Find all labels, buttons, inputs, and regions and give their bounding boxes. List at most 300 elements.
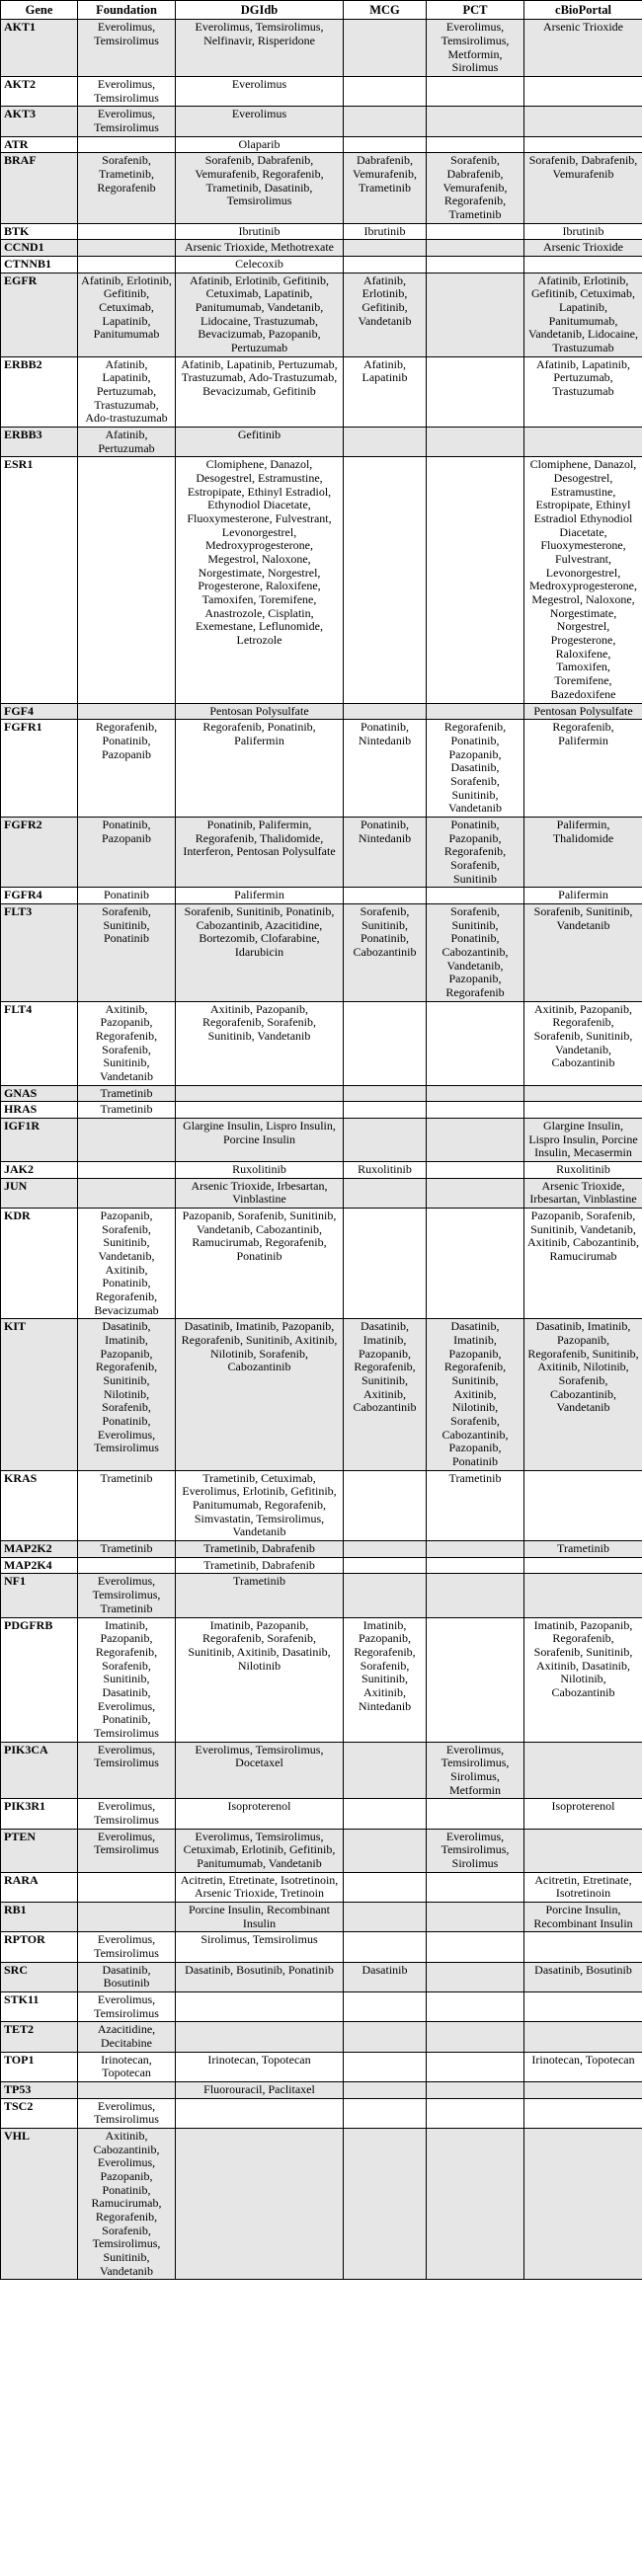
cell-dgidb: Afatinib, Erlotinib, Gefitinib, Cetuximab, Lapatinib, Panitumumab, Vandetanib, Lidocaine, Trastuzumab, Bevacizumab, Pazopanib, Pertuzumab: [176, 273, 344, 356]
cell-gene: CCND1: [1, 240, 78, 257]
cell-foundation: Everolimus, Temsirolimus: [78, 1799, 176, 1829]
table-body: [1, 20, 642, 2280]
cell-gene: JAK2: [1, 1162, 78, 1179]
cell-foundation: [78, 2082, 176, 2099]
cell-foundation: Ponatinib, Pazopanib: [78, 817, 176, 887]
table-row: [1, 1574, 642, 1617]
cell-dgidb: Trametinib: [176, 1574, 344, 1617]
table-row: [1, 273, 642, 356]
cell-mcg: [344, 1742, 427, 1799]
cell-cbioportal: Regorafenib, Palifermin: [524, 720, 642, 818]
cell-foundation: Sorafenib, Trametinib, Regorafenib: [78, 153, 176, 223]
cell-cbioportal: Acitretin, Etretinate, Isotretinoin: [524, 1872, 642, 1902]
cell-cbioportal: [524, 2082, 642, 2099]
table-row: [1, 2129, 642, 2280]
table-row: [1, 223, 642, 240]
cell-gene: ERBB2: [1, 356, 78, 427]
cell-cbioportal: [524, 136, 642, 153]
header-mcg: MCG: [344, 1, 427, 20]
cell-mcg: [344, 1799, 427, 1829]
cell-pct: [427, 1991, 524, 2021]
table-row: [1, 1319, 642, 1470]
cell-dgidb: Everolimus: [176, 107, 344, 136]
cell-foundation: [78, 1557, 176, 1574]
cell-cbioportal: Arsenic Trioxide: [524, 240, 642, 257]
cell-cbioportal: Arsenic Trioxide, Irbesartan, Vinblastine: [524, 1178, 642, 1208]
cell-pct: [427, 223, 524, 240]
table-row: [1, 2098, 642, 2128]
cell-pct: [427, 1617, 524, 1742]
cell-dgidb: Everolimus: [176, 76, 344, 106]
cell-dgidb: Palifermin: [176, 888, 344, 904]
table-row: [1, 76, 642, 106]
cell-pct: [427, 1102, 524, 1119]
cell-foundation: Everolimus, Temsirolimus: [78, 107, 176, 136]
table-row: [1, 1742, 642, 1799]
cell-pct: [427, 1162, 524, 1179]
cell-cbioportal: [524, 1742, 642, 1799]
cell-gene: BTK: [1, 223, 78, 240]
cell-foundation: Everolimus, Temsirolimus: [78, 1742, 176, 1799]
cell-gene: FGFR4: [1, 888, 78, 904]
cell-foundation: Afatinib, Pertuzumab: [78, 428, 176, 457]
cell-cbioportal: [524, 1557, 642, 1574]
cell-cbioportal: Sorafenib, Dabrafenib, Vemurafenib: [524, 153, 642, 223]
cell-foundation: Everolimus, Temsirolimus: [78, 20, 176, 77]
cell-dgidb: Everolimus, Temsirolimus, Nelfinavir, Risperidone: [176, 20, 344, 77]
cell-pct: [427, 2022, 524, 2052]
table-row: [1, 356, 642, 427]
cell-gene: FGF4: [1, 703, 78, 720]
cell-cbioportal: [524, 107, 642, 136]
cell-pct: Dasatinib, Imatinib, Pazopanib, Regorafenib, Sunitinib, Axitinib, Nilotinib, Sorafenib, Cabozantinib, Pazopanib, Ponatinib: [427, 1319, 524, 1470]
cell-pct: Sorafenib, Dabrafenib, Vemurafenib, Regorafenib, Trametinib: [427, 153, 524, 223]
cell-pct: [427, 1178, 524, 1208]
cell-gene: NF1: [1, 1574, 78, 1617]
cell-gene: FLT3: [1, 903, 78, 1001]
cell-foundation: Trametinib: [78, 1085, 176, 1102]
cell-mcg: Dasatinib, Imatinib, Pazopanib, Regorafenib, Sunitinib, Axitinib, Cabozantinib: [344, 1319, 427, 1470]
cell-mcg: [344, 1557, 427, 1574]
table-row: [1, 888, 642, 904]
cell-dgidb: Dasatinib, Imatinib, Pazopanib, Regorafenib, Sunitinib, Axitinib, Nilotinib, Sorafenib, Cabozantinib: [176, 1319, 344, 1470]
cell-pct: Regorafenib, Ponatinib, Pazopanib, Dasatinib, Sorafenib, Sunitinib, Vandetanib: [427, 720, 524, 818]
cell-gene: KIT: [1, 1319, 78, 1470]
cell-dgidb: [176, 1991, 344, 2021]
cell-gene: KRAS: [1, 1470, 78, 1540]
cell-dgidb: Fluorouracil, Paclitaxel: [176, 2082, 344, 2099]
cell-dgidb: Trametinib, Dabrafenib: [176, 1541, 344, 1558]
cell-pct: [427, 76, 524, 106]
cell-pct: [427, 2129, 524, 2280]
cell-foundation: Imatinib, Pazopanib, Regorafenib, Sorafenib, Sunitinib, Dasatinib, Everolimus, Ponatinib, Temsirolimus: [78, 1617, 176, 1742]
cell-pct: [427, 1799, 524, 1829]
table-row: [1, 1470, 642, 1540]
cell-mcg: [344, 1574, 427, 1617]
cell-gene: CTNNB1: [1, 257, 78, 273]
cell-foundation: Dasatinib, Imatinib, Pazopanib, Regorafenib, Sunitinib, Nilotinib, Sorafenib, Ponatinib, Everolimus, Temsirolimus: [78, 1319, 176, 1470]
cell-mcg: Afatinib, Lapatinib: [344, 356, 427, 427]
cell-dgidb: Olaparib: [176, 136, 344, 153]
cell-gene: RARA: [1, 1872, 78, 1902]
cell-gene: PIK3CA: [1, 1742, 78, 1799]
cell-dgidb: Clomiphene, Danazol, Desogestrel, Estramustine, Estropipate, Ethinyl Estradiol, Ethynodiol Diacetate, Fluoxymesterone, Fulvestrant, Levonorgestrel, Medroxyprogesterone, Megestrol, Naloxone, Norgestimate, Norgestrel, Progesterone, Raloxifene, Tamoxifen, Toremifene, Anastrozole, Cisplatin, Exemestane, Leflunomide, Letrozole: [176, 457, 344, 703]
table-row: [1, 107, 642, 136]
cell-foundation: Axitinib, Cabozantinib, Everolimus, Pazopanib, Ponatinib, Ramucirumab, Regorafenib, Sorafenib, Temsirolimus, Sunitinib, Vandetanib: [78, 2129, 176, 2280]
cell-mcg: Dabrafenib, Vemurafenib, Trametinib: [344, 153, 427, 223]
cell-cbioportal: [524, 1085, 642, 1102]
cell-mcg: Ruxolitinib: [344, 1162, 427, 1179]
cell-cbioportal: Porcine Insulin, Recombinant Insulin: [524, 1902, 642, 1931]
table-row: [1, 457, 642, 703]
cell-mcg: Afatinib, Erlotinib, Gefitinib, Vandetanib: [344, 273, 427, 356]
cell-foundation: Everolimus, Temsirolimus: [78, 76, 176, 106]
table-row: [1, 1178, 642, 1208]
table-row: [1, 1118, 642, 1161]
cell-dgidb: Isoproterenol: [176, 1799, 344, 1829]
cell-gene: EGFR: [1, 273, 78, 356]
table-row: [1, 153, 642, 223]
cell-cbioportal: Afatinib, Lapatinib, Pertuzumab, Trastuzumab: [524, 356, 642, 427]
cell-cbioportal: Clomiphene, Danazol, Desogestrel, Estramustine, Estropipate, Ethinyl Estradiol Ethynodiol Diacetate, Fluoxymesterone, Fulvestrant, Levonorgestrel, Medroxyprogesterone, Megestrol, Naloxone, Norgestimate, Norgestrel, Progesterone, Raloxifene, Tamoxifen, Toremifene, Bazedoxifene: [524, 457, 642, 703]
cell-dgidb: Dasatinib, Bosutinib, Ponatinib: [176, 1962, 344, 1991]
table-row: [1, 1085, 642, 1102]
table-row: [1, 2052, 642, 2081]
header-pct: PCT: [427, 1, 524, 20]
cell-pct: [427, 1872, 524, 1902]
cell-dgidb: Sorafenib, Dabrafenib, Vemurafenib, Regorafenib, Trametinib, Dasatinib, Temsirolimus: [176, 153, 344, 223]
cell-foundation: [78, 136, 176, 153]
table-row: [1, 720, 642, 818]
cell-mcg: [344, 1085, 427, 1102]
cell-pct: Everolimus, Temsirolimus, Sirolimus, Metformin: [427, 1742, 524, 1799]
table-row: [1, 1991, 642, 2021]
cell-mcg: Ibrutinib: [344, 223, 427, 240]
cell-mcg: [344, 257, 427, 273]
cell-foundation: Trametinib: [78, 1470, 176, 1540]
cell-mcg: [344, 1001, 427, 1085]
cell-gene: IGF1R: [1, 1118, 78, 1161]
cell-pct: [427, 1574, 524, 1617]
cell-mcg: [344, 428, 427, 457]
cell-dgidb: Celecoxib: [176, 257, 344, 273]
table-row: [1, 136, 642, 153]
header-cbioportal: cBioPortal: [524, 1, 642, 20]
cell-foundation: [78, 257, 176, 273]
cell-dgidb: Trametinib, Cetuximab, Everolimus, Erlotinib, Gefitinib, Panitumumab, Regorafenib, Simvastatin, Temsirolimus, Vandetanib: [176, 1470, 344, 1540]
cell-pct: [427, 1541, 524, 1558]
cell-pct: [427, 428, 524, 457]
cell-dgidb: [176, 2022, 344, 2052]
cell-mcg: [344, 76, 427, 106]
cell-dgidb: Acitretin, Etretinate, Isotretinoin, Arsenic Trioxide, Tretinoin: [176, 1872, 344, 1902]
cell-mcg: Sorafenib, Sunitinib, Ponatinib, Cabozantinib: [344, 903, 427, 1001]
cell-pct: [427, 2098, 524, 2128]
table-row: [1, 1872, 642, 1902]
cell-cbioportal: [524, 1102, 642, 1119]
table-row: [1, 1209, 642, 1319]
cell-pct: [427, 1085, 524, 1102]
cell-pct: Trametinib: [427, 1470, 524, 1540]
cell-mcg: [344, 240, 427, 257]
cell-foundation: Regorafenib, Ponatinib, Pazopanib: [78, 720, 176, 818]
cell-dgidb: Arsenic Trioxide, Methotrexate: [176, 240, 344, 257]
table-row: [1, 1799, 642, 1829]
cell-gene: KDR: [1, 1209, 78, 1319]
cell-pct: [427, 356, 524, 427]
header-foundation: Foundation: [78, 1, 176, 20]
cell-foundation: Everolimus, Temsirolimus: [78, 2098, 176, 2128]
cell-pct: [427, 1557, 524, 1574]
cell-mcg: [344, 1902, 427, 1931]
table-row: [1, 1541, 642, 1558]
cell-mcg: [344, 1932, 427, 1962]
table-row: [1, 1962, 642, 1991]
cell-foundation: Trametinib: [78, 1541, 176, 1558]
cell-gene: VHL: [1, 2129, 78, 2280]
cell-mcg: [344, 107, 427, 136]
header-row: [1, 1, 642, 20]
cell-pct: [427, 888, 524, 904]
cell-pct: [427, 1962, 524, 1991]
cell-gene: GNAS: [1, 1085, 78, 1102]
cell-dgidb: [176, 2129, 344, 2280]
cell-cbioportal: Axitinib, Pazopanib, Regorafenib, Sorafenib, Sunitinib, Vandetanib, Cabozantinib: [524, 1001, 642, 1085]
cell-gene: AKT3: [1, 107, 78, 136]
cell-pct: [427, 703, 524, 720]
cell-foundation: Everolimus, Temsirolimus: [78, 1829, 176, 1872]
cell-foundation: [78, 457, 176, 703]
cell-cbioportal: Pazopanib, Sorafenib, Sunitinib, Vandetanib, Axitinib, Cabozantinib, Ramucirumab: [524, 1209, 642, 1319]
cell-mcg: [344, 20, 427, 77]
cell-dgidb: Axitinib, Pazopanib, Regorafenib, Sorafenib, Sunitinib, Vandetanib: [176, 1001, 344, 1085]
cell-gene: AKT1: [1, 20, 78, 77]
cell-dgidb: Porcine Insulin, Recombinant Insulin: [176, 1902, 344, 1931]
cell-dgidb: [176, 2098, 344, 2128]
cell-pct: Everolimus, Temsirolimus, Sirolimus: [427, 1829, 524, 1872]
cell-cbioportal: Glargine Insulin, Lispro Insulin, Porcine Insulin, Mecasermin: [524, 1118, 642, 1161]
cell-dgidb: [176, 1085, 344, 1102]
cell-pct: [427, 1902, 524, 1931]
cell-cbioportal: [524, 1991, 642, 2021]
cell-mcg: Ponatinib, Nintedanib: [344, 817, 427, 887]
cell-foundation: Trametinib: [78, 1102, 176, 1119]
cell-gene: AKT2: [1, 76, 78, 106]
cell-gene: TOP1: [1, 2052, 78, 2081]
cell-mcg: Ponatinib, Nintedanib: [344, 720, 427, 818]
cell-dgidb: Imatinib, Pazopanib, Regorafenib, Sorafenib, Sunitinib, Axitinib, Dasatinib, Nilotinib: [176, 1617, 344, 1742]
table-row: [1, 1102, 642, 1119]
cell-pct: [427, 2082, 524, 2099]
cell-cbioportal: Imatinib, Pazopanib, Regorafenib, Sorafenib, Sunitinib, Axitinib, Dasatinib, Nilotinib, Cabozantinib: [524, 1617, 642, 1742]
cell-mcg: [344, 1178, 427, 1208]
cell-gene: FLT4: [1, 1001, 78, 1085]
cell-gene: PTEN: [1, 1829, 78, 1872]
cell-gene: FGFR1: [1, 720, 78, 818]
cell-dgidb: Trametinib, Dabrafenib: [176, 1557, 344, 1574]
cell-dgidb: Regorafenib, Ponatinib, Palifermin: [176, 720, 344, 818]
cell-mcg: Imatinib, Pazopanib, Regorafenib, Sorafenib, Sunitinib, Axitinib, Nintedanib: [344, 1617, 427, 1742]
cell-foundation: [78, 1118, 176, 1161]
table-row: [1, 1557, 642, 1574]
table-row: [1, 817, 642, 887]
table-row: [1, 1829, 642, 1872]
cell-gene: TSC2: [1, 2098, 78, 2128]
cell-mcg: [344, 2052, 427, 2081]
cell-foundation: [78, 1178, 176, 1208]
cell-mcg: [344, 2082, 427, 2099]
cell-mcg: [344, 457, 427, 703]
cell-cbioportal: [524, 76, 642, 106]
cell-dgidb: Afatinib, Lapatinib, Pertuzumab, Trastuzumab, Ado-Trastuzumab, Bevacizumab, Gefitinib: [176, 356, 344, 427]
cell-cbioportal: Ibrutinib: [524, 223, 642, 240]
cell-foundation: [78, 1162, 176, 1179]
cell-pct: [427, 107, 524, 136]
cell-dgidb: Arsenic Trioxide, Irbesartan, Vinblastine: [176, 1178, 344, 1208]
cell-mcg: Dasatinib: [344, 1962, 427, 1991]
cell-cbioportal: [524, 428, 642, 457]
cell-gene: JUN: [1, 1178, 78, 1208]
cell-dgidb: Glargine Insulin, Lispro Insulin, Porcine Insulin: [176, 1118, 344, 1161]
cell-mcg: [344, 1541, 427, 1558]
cell-dgidb: Gefitinib: [176, 428, 344, 457]
cell-foundation: Azacitidine, Decitabine: [78, 2022, 176, 2052]
cell-dgidb: Sorafenib, Sunitinib, Ponatinib, Cabozantinib, Azacitidine, Bortezomib, Clofarabine, Idarubicin: [176, 903, 344, 1001]
table-row: [1, 1001, 642, 1085]
table-row: [1, 240, 642, 257]
cell-mcg: [344, 888, 427, 904]
cell-cbioportal: [524, 1829, 642, 1872]
cell-cbioportal: [524, 1470, 642, 1540]
cell-dgidb: Ponatinib, Palifermin, Regorafenib, Thalidomide, Interferon, Pentosan Polysulfate: [176, 817, 344, 887]
cell-mcg: [344, 1102, 427, 1119]
table-row: [1, 1902, 642, 1931]
cell-gene: ERBB3: [1, 428, 78, 457]
cell-cbioportal: [524, 2129, 642, 2280]
cell-mcg: [344, 2098, 427, 2128]
cell-gene: STK11: [1, 1991, 78, 2021]
cell-cbioportal: Ruxolitinib: [524, 1162, 642, 1179]
cell-gene: RPTOR: [1, 1932, 78, 1962]
cell-gene: RB1: [1, 1902, 78, 1931]
cell-foundation: Ponatinib: [78, 888, 176, 904]
cell-mcg: [344, 1209, 427, 1319]
cell-gene: HRAS: [1, 1102, 78, 1119]
cell-cbioportal: [524, 1932, 642, 1962]
cell-dgidb: Irinotecan, Topotecan: [176, 2052, 344, 2081]
header-dgidb: DGIdb: [176, 1, 344, 20]
cell-gene: MAP2K4: [1, 1557, 78, 1574]
table-row: [1, 2022, 642, 2052]
cell-pct: [427, 1001, 524, 1085]
cell-mcg: [344, 2129, 427, 2280]
cell-cbioportal: Pentosan Polysulfate: [524, 703, 642, 720]
cell-mcg: [344, 703, 427, 720]
cell-dgidb: Everolimus, Temsirolimus, Docetaxel: [176, 1742, 344, 1799]
cell-mcg: [344, 1829, 427, 1872]
cell-gene: BRAF: [1, 153, 78, 223]
cell-pct: Ponatinib, Pazopanib, Regorafenib, Sorafenib, Sunitinib: [427, 817, 524, 887]
table-row: [1, 1162, 642, 1179]
cell-gene: ATR: [1, 136, 78, 153]
cell-cbioportal: Irinotecan, Topotecan: [524, 2052, 642, 2081]
cell-cbioportal: [524, 257, 642, 273]
cell-mcg: [344, 2022, 427, 2052]
cell-foundation: Pazopanib, Sorafenib, Sunitinib, Vandetanib, Axitinib, Ponatinib, Regorafenib, Bevacizumab: [78, 1209, 176, 1319]
cell-cbioportal: [524, 1574, 642, 1617]
cell-foundation: Sorafenib, Sunitinib, Ponatinib: [78, 903, 176, 1001]
cell-pct: Sorafenib, Sunitinib, Ponatinib, Cabozantinib, Vandetanib, Pazopanib, Regorafenib: [427, 903, 524, 1001]
cell-pct: [427, 257, 524, 273]
table-row: [1, 903, 642, 1001]
cell-pct: [427, 1118, 524, 1161]
cell-cbioportal: [524, 2022, 642, 2052]
cell-gene: PIK3R1: [1, 1799, 78, 1829]
cell-dgidb: Pentosan Polysulfate: [176, 703, 344, 720]
table-row: [1, 703, 642, 720]
cell-foundation: Everolimus, Temsirolimus: [78, 1932, 176, 1962]
cell-cbioportal: [524, 2098, 642, 2128]
cell-pct: Everolimus, Temsirolimus, Metformin, Sirolimus: [427, 20, 524, 77]
cell-foundation: Afatinib, Lapatinib, Pertuzumab, Trastuzumab, Ado-trastuzumab: [78, 356, 176, 427]
cell-gene: TET2: [1, 2022, 78, 2052]
cell-foundation: [78, 1872, 176, 1902]
header-gene: Gene: [1, 1, 78, 20]
cell-dgidb: Ruxolitinib: [176, 1162, 344, 1179]
cell-gene: MAP2K2: [1, 1541, 78, 1558]
cell-foundation: [78, 1902, 176, 1931]
cell-cbioportal: Dasatinib, Bosutinib: [524, 1962, 642, 1991]
cell-dgidb: Pazopanib, Sorafenib, Sunitinib, Vandetanib, Cabozantinib, Ramucirumab, Regorafenib, Ponatinib: [176, 1209, 344, 1319]
cell-dgidb: Ibrutinib: [176, 223, 344, 240]
cell-cbioportal: Arsenic Trioxide: [524, 20, 642, 77]
cell-pct: [427, 273, 524, 356]
cell-foundation: [78, 223, 176, 240]
cell-foundation: Dasatinib, Bosutinib: [78, 1962, 176, 1991]
table-row: [1, 428, 642, 457]
cell-cbioportal: Sorafenib, Sunitinib, Vandetanib: [524, 903, 642, 1001]
cell-cbioportal: Palifermin: [524, 888, 642, 904]
cell-gene: SRC: [1, 1962, 78, 1991]
cell-pct: [427, 1932, 524, 1962]
cell-foundation: Everolimus, Temsirolimus, Trametinib: [78, 1574, 176, 1617]
cell-pct: [427, 2052, 524, 2081]
cell-foundation: Afatinib, Erlotinib, Gefitinib, Cetuximab, Lapatinib, Panitumumab: [78, 273, 176, 356]
cell-pct: [427, 240, 524, 257]
cell-cbioportal: Afatinib, Erlotinib, Gefitinib, Cetuximab, Lapatinib, Panitumumab, Vandetanib, Lidocaine, Trastuzumab: [524, 273, 642, 356]
cell-gene: ESR1: [1, 457, 78, 703]
cell-dgidb: Everolimus, Temsirolimus, Cetuximab, Erlotinib, Gefitinib, Panitumumab, Vandetanib: [176, 1829, 344, 1872]
cell-foundation: Irinotecan, Topotecan: [78, 2052, 176, 2081]
table-row: [1, 1932, 642, 1962]
cell-pct: [427, 1209, 524, 1319]
cell-cbioportal: Isoproterenol: [524, 1799, 642, 1829]
cell-gene: FGFR2: [1, 817, 78, 887]
cell-foundation: Axitinib, Pazopanib, Regorafenib, Sorafenib, Sunitinib, Vandetanib: [78, 1001, 176, 1085]
cell-mcg: [344, 1991, 427, 2021]
cell-dgidb: [176, 1102, 344, 1119]
cell-foundation: Everolimus, Temsirolimus: [78, 1991, 176, 2021]
cell-foundation: [78, 240, 176, 257]
cell-mcg: [344, 1118, 427, 1161]
table-row: [1, 257, 642, 273]
table-row: [1, 2082, 642, 2099]
cell-cbioportal: Dasatinib, Imatinib, Pazopanib, Regorafenib, Sunitinib, Axitinib, Nilotinib, Sorafenib, Cabozantinib, Vandetanib: [524, 1319, 642, 1470]
cell-pct: [427, 136, 524, 153]
cell-gene: PDGFRB: [1, 1617, 78, 1742]
cell-gene: TP53: [1, 2082, 78, 2099]
cell-dgidb: Sirolimus, Temsirolimus: [176, 1932, 344, 1962]
